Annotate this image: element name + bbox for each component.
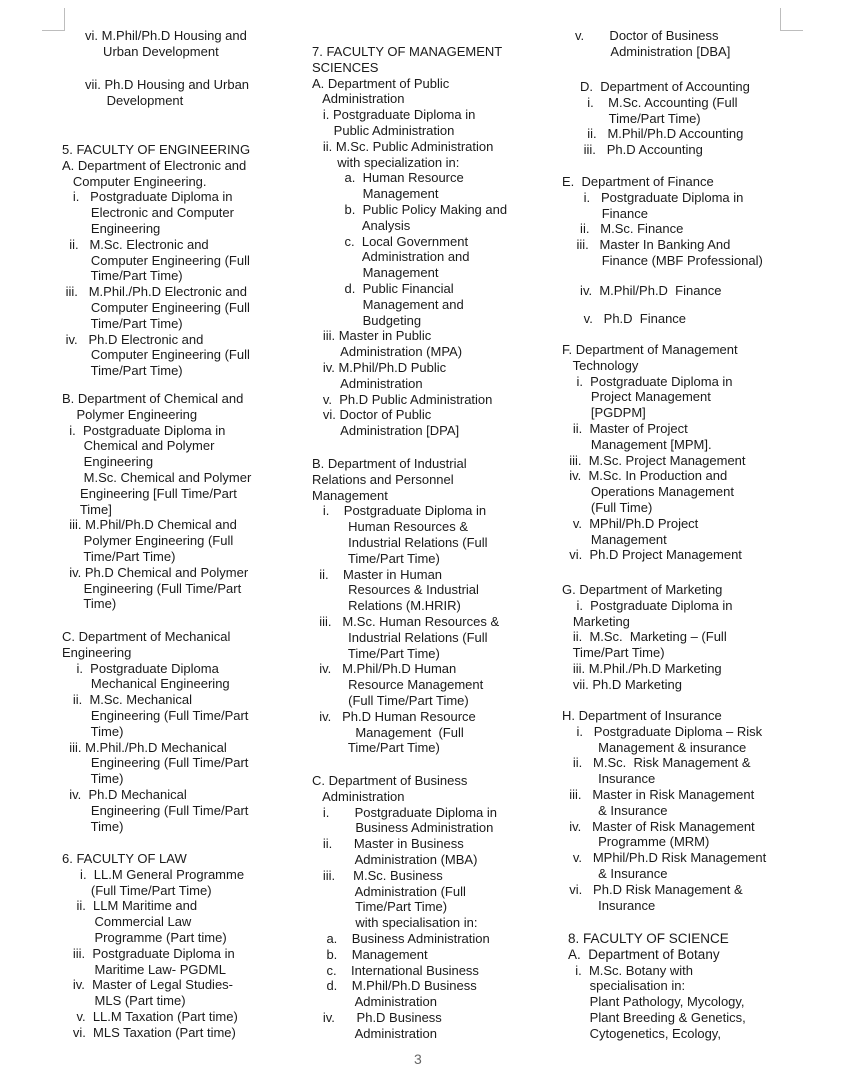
text-line: Business Administration: [312, 820, 494, 836]
program-section: [62, 142, 250, 379]
text-line: Resources & Industrial: [312, 582, 479, 598]
text-line: C. Department of Business: [312, 773, 468, 788]
text-line: Industrial Relations (Full: [312, 534, 488, 550]
text-line: ii. M.Phil/Ph.D Accounting: [580, 126, 744, 142]
text-line: iii. M.Sc. Business: [312, 867, 443, 883]
program-section: [562, 708, 766, 913]
text-line: iii. Ph.D Accounting: [580, 142, 703, 158]
text-line: Administration (MPA): [312, 344, 463, 360]
text-line: Administration: [312, 788, 405, 804]
program-section: [85, 28, 247, 60]
text-line: iii. Master in Risk Management: [562, 786, 755, 802]
text-line: a. Human Resource: [312, 170, 464, 186]
text-line: ii. Master in Business: [312, 836, 464, 852]
text-line: v. Ph.D Public Administration: [312, 391, 493, 407]
text-line: Time/Part Time): [62, 548, 176, 564]
text-line: Polymer Engineering (Full: [62, 533, 234, 549]
text-line: Engineering: [62, 454, 154, 470]
text-line: C. Department of Mechanical: [62, 629, 231, 644]
text-line: iii. M.Phil./Ph.D Mechanical: [62, 739, 227, 755]
text-line: v. Ph.D Finance: [562, 311, 687, 326]
text-line: B. Department of Chemical and: [62, 391, 244, 406]
text-line: Management & insurance: [562, 739, 747, 755]
text-line: Administration: [312, 91, 405, 107]
text-line: iii. M.Sc. Project Management: [562, 452, 746, 468]
text-line: Management: [312, 186, 439, 202]
text-line: iii. M.Phil/Ph.D Chemical and: [62, 517, 237, 533]
text-line: vi. Doctor of Public: [312, 407, 432, 423]
text-line: 5. FACULTY OF ENGINEERING: [62, 142, 251, 157]
text-line: ii. Master in Human: [312, 566, 443, 582]
text-line: Time/Part Time): [580, 110, 701, 126]
text-line: iv. Master of Risk Management: [562, 818, 755, 834]
text-line: i. M.Sc. Accounting (Full: [580, 94, 738, 110]
text-line: iii. Master in Public: [312, 328, 432, 344]
text-line: F. Department of Management: [562, 342, 738, 357]
text-line: ii. M.Sc. Electronic and: [62, 236, 209, 252]
text-line: Management: [312, 487, 388, 503]
text-line: Time/Part Time): [62, 315, 183, 331]
text-line: Management: [312, 265, 439, 281]
text-line: Resource Management: [312, 677, 484, 693]
text-line: SCIENCES: [312, 59, 379, 75]
text-line: Relations and Personnel: [312, 471, 454, 487]
text-line: Computer Engineering (Full: [62, 299, 250, 315]
text-line: iv. M.Phil/Ph.D Finance: [562, 283, 722, 298]
text-line: Engineering: [62, 644, 132, 660]
text-line: d. Public Financial: [312, 280, 454, 296]
text-line: iv. M.Sc. In Production and: [562, 468, 728, 484]
program-section: [575, 28, 730, 60]
text-line: with specialization in:: [312, 154, 460, 170]
text-line: Administration and: [312, 249, 470, 265]
text-line: Administration (Full: [312, 883, 466, 899]
text-line: Engineering: [62, 220, 161, 236]
program-section: [562, 174, 763, 269]
program-section: [562, 582, 733, 693]
program-section: [562, 283, 721, 299]
text-line: Cytogenetics, Ecology,: [568, 1025, 721, 1041]
text-line: ii. M.Sc. Public Administration: [312, 138, 494, 154]
text-line: (Full Time/Part Time): [312, 692, 469, 708]
text-line: Commercial Law: [62, 914, 192, 930]
text-line: Computer Engineering.: [62, 173, 207, 189]
text-line: Chemical and Polymer: [62, 438, 215, 454]
text-line: i. Postgraduate Diploma in: [312, 503, 487, 519]
text-line: c. International Business: [312, 962, 479, 978]
text-line: a. Business Administration: [312, 930, 490, 946]
text-line: Programme (MRM): [562, 834, 710, 850]
text-line: Time): [62, 771, 124, 787]
text-line: H. Department of Insurance: [562, 708, 722, 723]
text-line: A. Department of Electronic and: [62, 157, 247, 173]
text-line: Administration: [312, 994, 437, 1010]
text-line: i. Postgraduate Diploma – Risk: [562, 723, 763, 739]
text-line: Time/Part Time): [62, 363, 183, 379]
text-line: iii. M.Phil./Ph.D Marketing: [562, 660, 722, 676]
program-section: [562, 311, 686, 327]
text-line: Marketing: [562, 613, 630, 629]
text-line: ii. LLM Maritime and: [62, 898, 198, 914]
text-line: vii. Ph.D Housing and Urban: [85, 77, 250, 92]
text-line: iii. M.Phil./Ph.D Electronic and: [62, 284, 247, 300]
text-line: Human Resources &: [312, 519, 469, 535]
text-line: A. Department of Public: [312, 75, 450, 91]
text-line: Operations Management: [562, 484, 734, 500]
program-section: [580, 79, 750, 158]
text-line: Urban Development: [85, 43, 219, 59]
program-section: [62, 851, 244, 1041]
text-line: Programme (Part time): [62, 929, 227, 945]
text-line: ii. M.Sc. Finance: [562, 221, 684, 237]
text-line: Mechanical Engineering: [62, 676, 230, 692]
text-line: Project Management: [562, 389, 711, 405]
text-line: 7. FACULTY OF MANAGEMENT: [312, 44, 503, 59]
text-line: iv. Ph.D Chemical and Polymer: [62, 564, 249, 580]
text-line: Administration [DPA]: [312, 423, 460, 439]
text-line: Technology: [562, 357, 639, 373]
text-line: Industrial Relations (Full: [312, 629, 488, 645]
corner-mark-left: [42, 8, 65, 31]
text-line: ii. M.Sc. Mechanical: [62, 692, 193, 708]
text-line: Electronic and Computer: [62, 205, 234, 221]
text-line: d. M.Phil/Ph.D Business: [312, 978, 477, 994]
text-line: Maritime Law- PGDML: [62, 961, 226, 977]
text-line: i. Postgraduate Diploma: [62, 660, 219, 676]
program-section: [312, 773, 497, 1042]
text-line: iii. Postgraduate Diploma in: [62, 945, 235, 961]
text-line: A. Department of Botany: [568, 946, 720, 962]
text-line: Engineering (Full Time/Part: [62, 580, 242, 596]
text-line: Management [MPM].: [562, 436, 712, 452]
text-line: b. Management: [312, 946, 428, 962]
text-line: M.Sc. Chemical and Polymer: [62, 469, 252, 485]
text-line: Public Administration: [312, 122, 455, 138]
text-line: Time/Part Time): [562, 645, 665, 661]
text-line: b. Public Policy Making and: [312, 201, 508, 217]
text-line: Time): [62, 818, 124, 834]
text-line: (Full Time): [562, 499, 653, 515]
text-line: Analysis: [312, 217, 411, 233]
text-line: Finance (MBF Professional): [562, 252, 763, 268]
text-line: iii. M.Sc. Human Resources &: [312, 613, 500, 629]
text-line: E. Department of Finance: [562, 174, 714, 189]
text-line: Engineering (Full Time/Part: [62, 802, 249, 818]
text-line: v. MPhil/Ph.D Project: [562, 515, 699, 531]
text-line: Time]: [62, 501, 112, 517]
text-line: Management and: [312, 296, 464, 312]
program-section: [85, 77, 249, 109]
text-line: Engineering (Full Time/Part: [62, 707, 249, 723]
text-line: Insurance: [562, 897, 656, 913]
text-line: B. Department of Industrial: [312, 456, 467, 471]
program-section: [312, 456, 499, 756]
text-line: Management: [562, 531, 667, 547]
text-line: i. Postgraduate Diploma in: [562, 597, 733, 613]
text-line: Plant Breeding & Genetics,: [568, 1009, 746, 1025]
text-line: Finance: [562, 205, 648, 221]
text-line: i. Postgraduate Diploma in: [562, 189, 744, 205]
text-line: specialisation in:: [568, 978, 686, 994]
text-line: Time/Part Time): [62, 268, 183, 284]
text-line: Computer Engineering (Full: [62, 252, 250, 268]
text-line: i. Postgraduate Diploma in: [312, 107, 476, 123]
text-line: Management (Full: [312, 724, 464, 740]
text-line: Time/Part Time): [312, 899, 448, 915]
text-line: Insurance: [562, 771, 656, 787]
text-line: iii. Master In Banking And: [562, 237, 731, 253]
text-line: Time/Part Time): [312, 550, 440, 566]
text-line: iv. Master of Legal Studies-: [62, 977, 233, 993]
text-line: Engineering (Full Time/Part: [62, 755, 249, 771]
text-line: Budgeting: [312, 312, 422, 328]
text-line: with specialisation in:: [312, 915, 478, 931]
text-line: 6. FACULTY OF LAW: [62, 851, 187, 866]
text-line: i. Postgraduate Diploma in: [312, 804, 497, 820]
text-line: & Insurance: [562, 802, 668, 818]
text-line: i. Postgraduate Diploma in: [562, 373, 733, 389]
text-line: vi. Ph.D Project Management: [562, 547, 742, 563]
text-line: Time): [62, 723, 124, 739]
text-line: Engineering [Full Time/Part: [62, 485, 237, 501]
text-line: Relations (M.HRIR): [312, 598, 461, 614]
text-line: vi. M.Phil/Ph.D Housing and: [85, 28, 247, 43]
text-line: (Full Time/Part Time): [62, 882, 212, 898]
text-line: Polymer Engineering: [62, 406, 198, 422]
text-line: Plant Pathology, Mycology,: [568, 994, 745, 1010]
text-line: ii. M.Sc. Marketing – (Full: [562, 629, 727, 645]
program-section: [562, 342, 746, 563]
text-line: iv. M.Phil/Ph.D Human: [312, 661, 457, 677]
text-line: 8. FACULTY OF SCIENCE: [568, 931, 729, 946]
corner-mark-right: [780, 8, 803, 31]
text-line: iv. Ph.D Business: [312, 1009, 442, 1025]
program-section: [312, 44, 507, 439]
program-section: [568, 931, 746, 1042]
text-line: [PGDPM]: [562, 405, 646, 421]
text-line: iv. Ph.D Mechanical: [62, 786, 187, 802]
text-line: i. Postgraduate Diploma in: [62, 189, 233, 205]
text-line: Time/Part Time): [312, 740, 440, 756]
text-line: v. MPhil/Ph.D Risk Management: [562, 850, 767, 866]
text-line: ii. Master of Project: [562, 420, 688, 436]
text-line: c. Local Government: [312, 233, 469, 249]
text-line: D. Department of Accounting: [580, 79, 750, 94]
text-line: vii. Ph.D Marketing: [562, 676, 682, 692]
program-section: [62, 629, 248, 834]
text-line: iv. Ph.D Human Resource: [312, 708, 476, 724]
text-line: Administration [DBA]: [575, 43, 731, 59]
text-line: Administration: [312, 1025, 437, 1041]
text-line: G. Department of Marketing: [562, 582, 723, 597]
text-line: i. LL.M General Programme: [62, 866, 245, 882]
text-line: Computer Engineering (Full: [62, 347, 250, 363]
text-line: vi. Ph.D Risk Management &: [562, 881, 743, 897]
text-line: v. Doctor of Business: [575, 28, 719, 43]
text-line: Time): [62, 596, 117, 612]
program-section: [62, 391, 251, 612]
text-line: v. LL.M Taxation (Part time): [62, 1008, 238, 1024]
text-line: Administration (MBA): [312, 851, 478, 867]
text-line: Administration: [312, 375, 423, 391]
text-line: & Insurance: [562, 865, 668, 881]
text-line: MLS (Part time): [62, 993, 186, 1009]
text-line: ii. M.Sc. Risk Management &: [562, 755, 751, 771]
text-line: i. Postgraduate Diploma in: [62, 422, 226, 438]
text-line: iv. M.Phil/Ph.D Public: [312, 359, 447, 375]
text-line: i. M.Sc. Botany with: [568, 962, 693, 978]
text-line: vi. MLS Taxation (Part time): [62, 1024, 236, 1040]
text-line: iv. Ph.D Electronic and: [62, 331, 204, 347]
text-line: Time/Part Time): [312, 645, 440, 661]
text-line: Development: [85, 92, 184, 108]
page-number: 3: [414, 1051, 422, 1067]
